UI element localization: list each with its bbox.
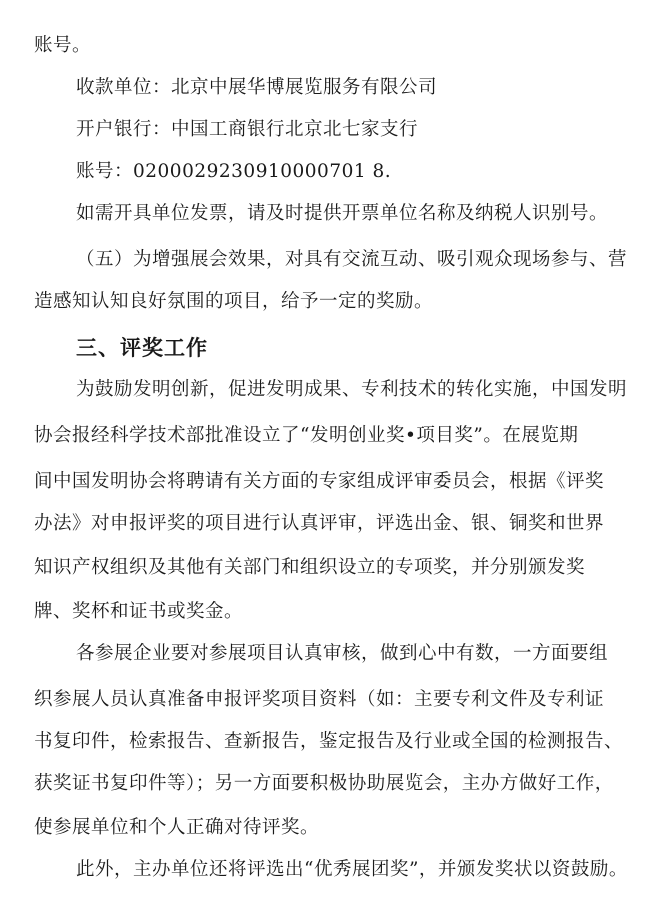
text-line-item-5-end: 造感知认知良好氛围的项目，给予一定的奖励。 (34, 291, 434, 312)
text-line-bank: 开户银行：中国工商银行北京北七家支行 (76, 119, 419, 140)
text-line-invoice-note: 如需开具单位发票，请及时提供开票单位名称及纳税人识别号。 (76, 203, 609, 224)
text-line-para1-2: 协会报经科学技术部批准设立了“发明创业奖•项目奖”。在展览期 (34, 425, 579, 446)
text-line-item-5-start: （五）为增强展会效果，对具有交流互动、吸引观众现场参与、营 (76, 249, 628, 270)
text-line-para2-3: 书复印件，检索报告、查新报告，鉴定报告及行业或全国的检测报告、 (34, 731, 624, 752)
text-line-para1-3: 间中国发明协会将聘请有关方面的专家组成评审委员会，根据《评奖 (34, 471, 605, 492)
text-line-payee: 收款单位：北京中展华博展览服务有限公司 (76, 77, 438, 98)
text-line-para1-4: 办法》对申报评奖的项目进行认真评审，评选出金、银、铜奖和世界 (34, 513, 605, 534)
text-line-account-end: 账号。 (34, 35, 92, 56)
text-line-account-number: 账号：0200029230910000701 8. (76, 161, 392, 182)
text-line-para3: 此外，主办单位还将评选出“优秀展团奖”，并颁发奖状以资鼓励。 (76, 859, 628, 880)
text-line-para2-4: 获奖证书复印件等）；另一方面要积极协助展览会，主办方做好工作， (34, 773, 614, 794)
section-heading-awards: 三、评奖工作 (76, 336, 208, 360)
text-line-para1-1: 为鼓励发明创新，促进发明成果、专利技术的转化实施，中国发明 (76, 379, 628, 400)
text-line-para2-5: 使参展单位和个人正确对待评奖。 (34, 817, 320, 838)
text-line-para1-5: 知识产权组织及其他有关部门和组织设立的专项奖，并分别颁发奖 (34, 557, 586, 578)
text-line-para2-1: 各参展企业要对参展项目认真审核，做到心中有数，一方面要组 (76, 643, 609, 664)
text-line-para1-6: 牌、奖杯和证书或奖金。 (34, 601, 244, 622)
text-line-para2-2: 织参展人员认真准备申报评奖项目资料（如：主要专利文件及专利证 (34, 689, 605, 710)
